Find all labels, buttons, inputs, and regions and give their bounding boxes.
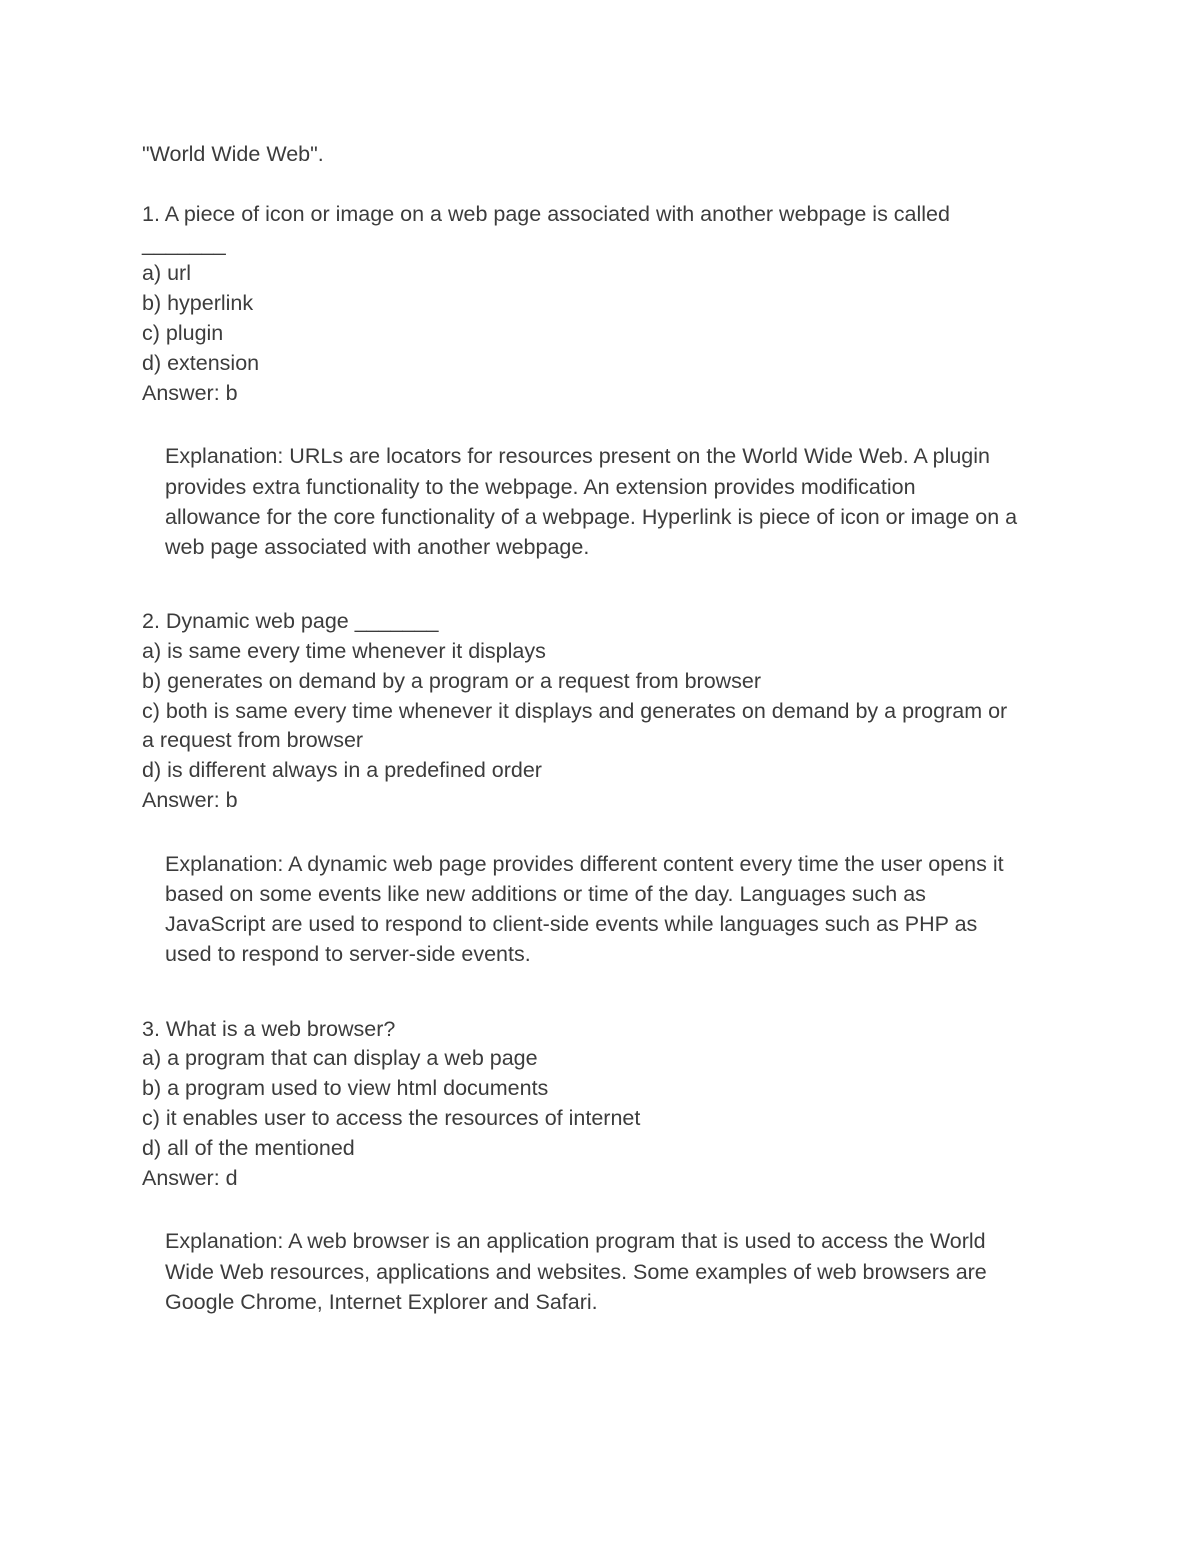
document-page bbox=[142, 140, 1072, 1317]
option-c-continued: a request from browser bbox=[142, 728, 364, 753]
explanation-line: web page associated with another webpage. bbox=[165, 534, 590, 559]
option-a: a) a program that can display a web page bbox=[142, 1046, 538, 1071]
option-c: c) plugin bbox=[142, 320, 224, 345]
question-text: 3. What is a web browser? bbox=[142, 1016, 396, 1041]
option-b: b) generates on demand by a program or a request from browser bbox=[142, 668, 762, 693]
document-heading: "World Wide Web". bbox=[142, 142, 324, 166]
explanation-line: allowance for the core functionality of a webpage. Hyperlink is piece of icon or image on a bbox=[165, 504, 1018, 529]
option-b: b) hyperlink bbox=[142, 291, 254, 316]
explanation bbox=[165, 849, 1065, 970]
explanation-line: used to respond to server-side events. bbox=[165, 942, 531, 967]
question-block-3 bbox=[142, 1015, 1072, 1317]
question-block-1 bbox=[142, 200, 1072, 607]
option-d: d) all of the mentioned bbox=[142, 1135, 355, 1160]
question-blank: _______ bbox=[142, 231, 226, 256]
answer-line: Answer: b bbox=[142, 380, 238, 405]
answer-line: Answer: b bbox=[142, 787, 238, 812]
explanation-line: Google Chrome, Internet Explorer and Safari. bbox=[165, 1289, 598, 1314]
question-text: 2. Dynamic web page _______ bbox=[142, 609, 439, 634]
option-d: d) extension bbox=[142, 350, 260, 375]
explanation bbox=[165, 441, 1065, 562]
option-d: d) is different always in a predefined order bbox=[142, 758, 542, 783]
answer-line: Answer: d bbox=[142, 1165, 238, 1190]
explanation-line: Explanation: URLs are locators for resources present on the World Wide Web. A plugin bbox=[165, 444, 990, 469]
option-c: c) it enables user to access the resources of internet bbox=[142, 1105, 641, 1130]
option-c: c) both is same every time whenever it displays and generates on demand by a program or bbox=[142, 698, 1008, 723]
option-a: a) is same every time whenever it displays bbox=[142, 638, 546, 663]
explanation-line: JavaScript are used to respond to client-side events while languages such as PHP as bbox=[165, 912, 978, 937]
explanation bbox=[165, 1226, 1065, 1317]
explanation-line: Explanation: A dynamic web page provides different content every time the user opens it bbox=[165, 851, 1004, 876]
explanation-line: provides extra functionality to the webpage. An extension provides modification bbox=[165, 474, 916, 499]
option-b: b) a program used to view html documents bbox=[142, 1076, 549, 1101]
explanation-line: Explanation: A web browser is an application program that is used to access the World bbox=[165, 1229, 986, 1254]
question-text: 1. A piece of icon or image on a web page associated with another webpage is called bbox=[142, 201, 950, 226]
option-a: a) url bbox=[142, 261, 191, 286]
explanation-line: Wide Web resources, applications and websites. Some examples of web browsers are bbox=[165, 1259, 987, 1284]
question-block-2 bbox=[142, 607, 1072, 1014]
explanation-line: based on some events like new additions or time of the day. Languages such as bbox=[165, 881, 926, 906]
